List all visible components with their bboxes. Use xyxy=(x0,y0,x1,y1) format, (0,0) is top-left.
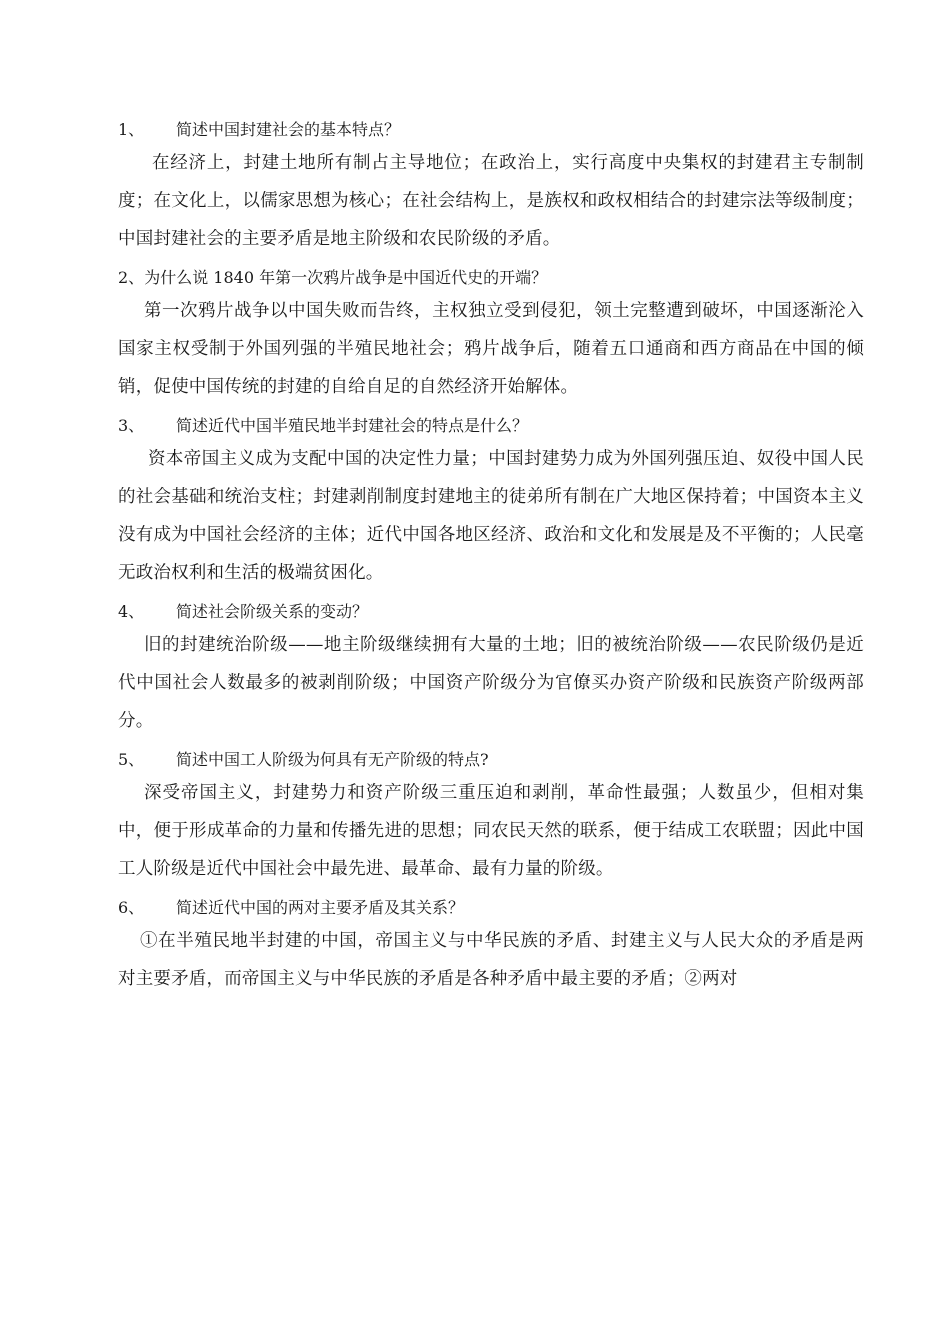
question-text: 为什么说 1840 年第一次鸦片战争是中国近代史的开端？ xyxy=(144,268,548,287)
answer-3: 资本帝国主义成为支配中国的决定性力量；中国封建势力成为外国列强压迫、奴役中国人民的社会基础和统治支柱；封建剥削制度封建地主的徒弟所有制在广大地区保持着；中国资本主义没有成为中国社会经济的主体；近代中国各地区经济、政治和文化和发展是及不平衡的；人民毫无政治权利和生活的极端贫困化。 xyxy=(118,449,864,583)
question-1 xyxy=(118,120,864,140)
question-text: 简述近代中国的两对主要矛盾及其关系？ xyxy=(176,898,465,917)
document-body xyxy=(118,120,864,1008)
question-number: 6、 xyxy=(118,898,145,917)
question-4 xyxy=(118,602,864,622)
question-number: 3、 xyxy=(118,416,145,435)
answer-4: 旧的封建统治阶级——地主阶级继续拥有大量的土地；旧的被统治阶级——农民阶级仍是近代中国社会人数最多的被剥削阶级；中国资产阶级分为官僚买办资产阶级和民族资产阶级两部分。 xyxy=(118,635,864,731)
question-number: 5、 xyxy=(118,750,145,769)
question-number: 1、 xyxy=(118,120,145,139)
answer-2: 第一次鸦片战争以中国失败而告终，主权独立受到侵犯，领土完整遭到破坏，中国逐渐沦入国家主权受制于外国列强的半殖民地社会；鸦片战争后，随着五口通商和西方商品在中国的倾销，促使中国传统的封建的自给自足的自然经济开始解体。 xyxy=(118,301,864,397)
question-2 xyxy=(118,268,864,288)
answer-1: 在经济上，封建土地所有制占主导地位；在政治上，实行高度中央集权的封建君主专制制度；在文化上，以儒家思想为核心；在社会结构上，是族权和政权相结合的封建宗法等级制度；中国封建社会的主要矛盾是地主阶级和农民阶级的矛盾。 xyxy=(118,153,864,249)
question-text: 简述社会阶级关系的变动？ xyxy=(176,602,369,621)
question-5 xyxy=(118,750,864,770)
answer-6: ①在半殖民地半封建的中国，帝国主义与中华民族的矛盾、封建主义与人民大众的矛盾是两对主要矛盾，而帝国主义与中华民族的矛盾是各种矛盾中最主要的矛盾；②两对 xyxy=(118,931,864,989)
question-text: 简述近代中国半殖民地半封建社会的特点是什么？ xyxy=(176,416,529,435)
answer-5: 深受帝国主义，封建势力和资产阶级三重压迫和剥削，革命性最强；人数虽少，但相对集中，便于形成革命的力量和传播先进的思想；同农民天然的联系，便于结成工农联盟；因此中国工人阶级是近代中国社会中最先进、最革命、最有力量的阶级。 xyxy=(118,783,864,879)
question-3 xyxy=(118,416,864,436)
question-text: 简述中国封建社会的基本特点？ xyxy=(176,120,401,139)
question-text: 简述中国工人阶级为何具有无产阶级的特点? xyxy=(176,750,489,769)
question-number: 4、 xyxy=(118,602,145,621)
question-number: 2、 xyxy=(118,268,145,287)
question-6 xyxy=(118,898,864,918)
